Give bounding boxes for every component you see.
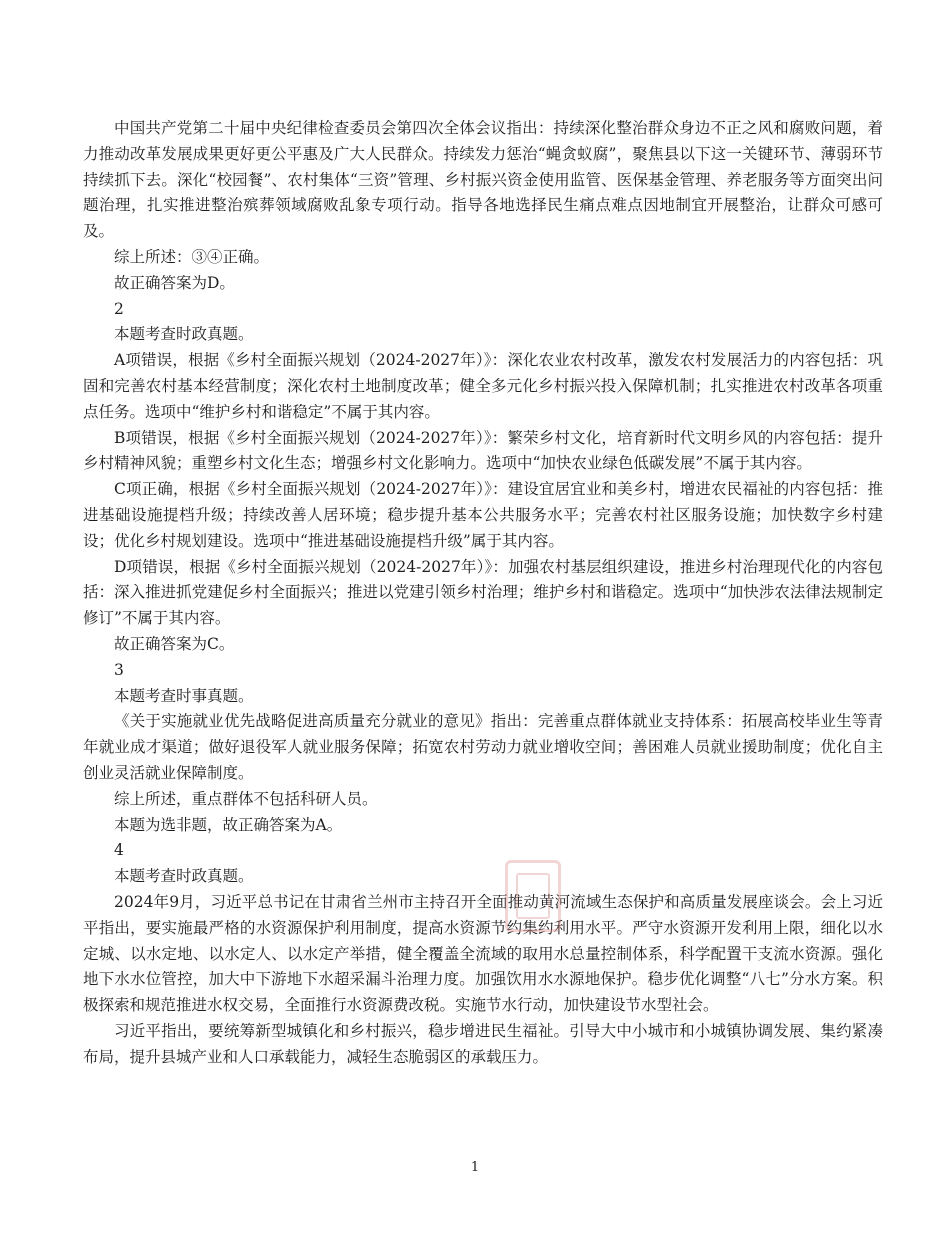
page-number: 1: [470, 1160, 480, 1175]
paragraph: 故正确答案为C。: [114, 634, 235, 653]
paragraph: 中国共产党第二十届中央纪律检查委员会第四次全体会议指出：持续深化整治群众身边不正之风和腐败问题，着力推动改革发展成果更好更公平惠及广大人民群众。持续发力惩治“蝇贪蚁腐”，聚焦县以下这一关键环节、薄弱环节持续抓下去。深化“校园餐”、农村集体“三资”管理、乡村振兴资金使用监管、医保基金管理、养老服务等方面突出问题治理，扎实推进整治殡葬领域腐败乱象专项行动。指导各地选择民生痛点难点因地制宜开展整治，让群众可感可及。: [83, 119, 883, 241]
paragraph: 本题为选非题，故正确答案为A。: [114, 815, 343, 834]
question-number: 3: [114, 660, 124, 679]
question-number: 4: [114, 841, 124, 860]
paragraph: B项错误，根据《乡村全面振兴规划（2024-2027年）》：繁荣乡村文化，培育新时代文明乡风的内容包括：提升乡村精神风貌；重塑乡村文化生态；增强乡村文化影响力。选项中“加快农业绿色低碳发展”不属于其内容。: [83, 428, 883, 473]
paragraph: 综上所述，重点群体不包括科研人员。: [114, 789, 378, 808]
paragraph: 本题考查时事真题。: [114, 686, 254, 705]
paragraph: 综上所述：③④正确。: [114, 247, 270, 266]
paragraph: 习近平指出，要统筹新型城镇化和乡村振兴，稳步增进民生福祉。引导大中小城市和小城镇协调发展、集约紧凑布局，提升县城产业和人口承载能力，减轻生态脆弱区的承载压力。: [83, 1021, 883, 1066]
paragraph: D项错误，根据《乡村全面振兴规划（2024-2027年）》：加强农村基层组织建设，推进乡村治理现代化的内容包括：深入推进抓党建促乡村全面振兴；推进以党建引领乡村治理；维护乡村和谐稳定。选项中“加快涉农法律法规制定修订”不属于其内容。: [83, 557, 883, 628]
paragraph: A项错误，根据《乡村全面振兴规划（2024-2027年）》：深化农业农村改革，激发农村发展活力的内容包括：巩固和完善农村基本经营制度；深化农村土地制度改革；健全多元化乡村振兴投入保障机制；扎实推进农村改革各项重点任务。选项中“维护乡村和谐稳定”不属于其内容。: [83, 351, 883, 421]
paragraph: 2024年9月，习近平总书记在甘肃省兰州市主持召开全面推动黄河流域生态保护和高质量发展座谈会。会上习近平指出，要实施最严格的水资源保护利用制度，提高水资源节约集约利用水平。严守水资源开发利用上限，细化以水定城、以水定地、以水定人、以水定产举措，健全覆盖全流域的取用水总量控制体系，科学配置干支流水资源。强化地下水水位管控，加大中下游地下水超采漏斗治理力度。加强饮用水水源地保护。稳步优化调整“八七”分水方案。积极探索和规范推进水权交易，全面推行水资源费改税。实施节水行动，加快建设节水型社会。: [83, 892, 883, 1015]
paragraph: 《关于实施就业优先战略促进高质量充分就业的意见》指出：完善重点群体就业支持体系：拓展高校毕业生等青年就业成才渠道；做好退役军人就业服务保障；拓宽农村劳动力就业增收空间；善困难人员就业援助制度；优化自主创业灵活就业保障制度。: [83, 712, 883, 782]
paragraph: 本题考查时政真题。: [114, 325, 254, 344]
paragraph: C项正确，根据《乡村全面振兴规划（2024-2027年）》：建设宜居宜业和美乡村，增进农民福祉的内容包括：推进基础设施提档升级；持续改善人居环境；稳步提升基本公共服务水平；完善农村社区服务设施；加快数字乡村建设；优化乡村规划建设。选项中“推进基础设施提档升级”属于其内容。: [83, 480, 883, 550]
question-number: 2: [114, 299, 124, 318]
paragraph: 本题考查时政真题。: [114, 867, 254, 886]
paragraph: 故正确答案为D。: [114, 273, 235, 292]
document-body: [83, 116, 883, 1070]
